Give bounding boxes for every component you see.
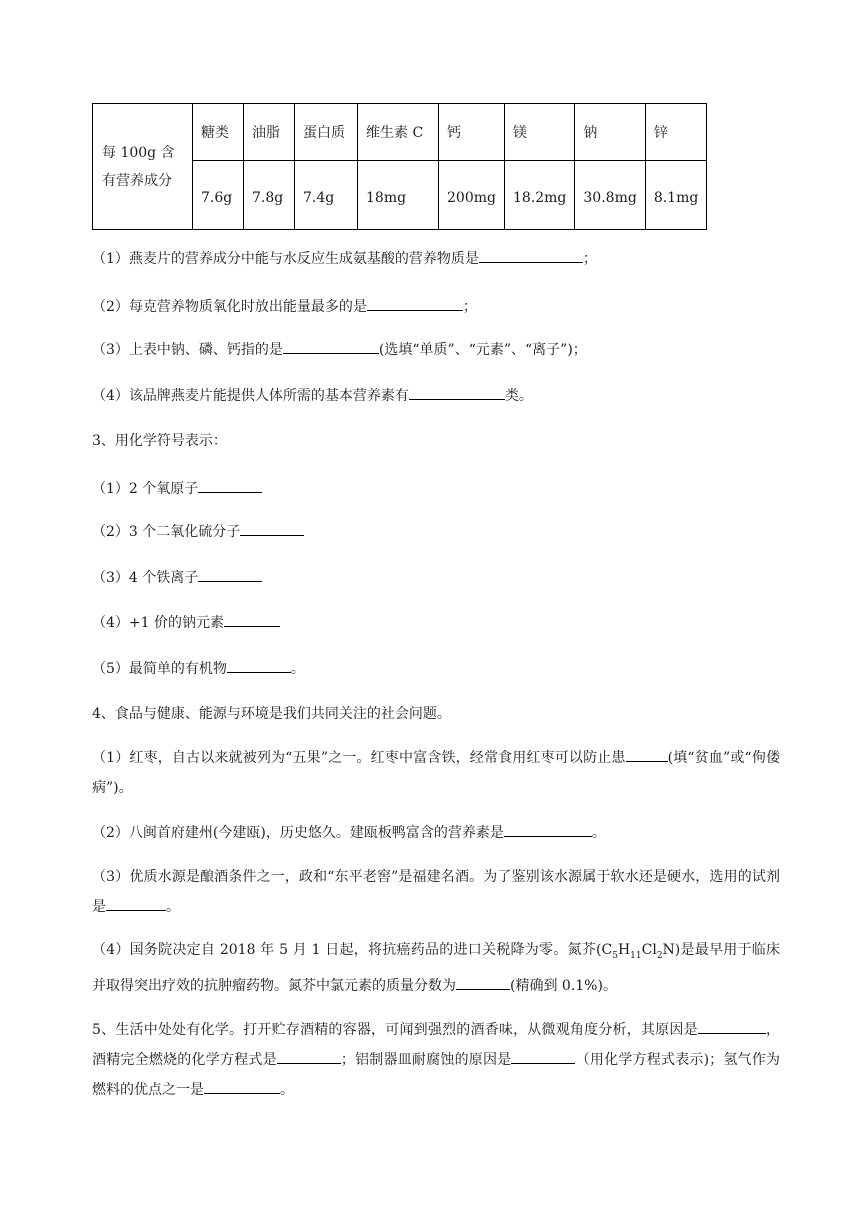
table-header-cell: 钙	[439, 104, 505, 161]
q3-item-3-text: （3）4 个铁离子	[92, 570, 199, 586]
answer-blank[interactable]	[409, 385, 505, 400]
table-header-cell: 蛋白质	[295, 104, 358, 161]
chemical-formula	[601, 942, 675, 961]
answer-blank[interactable]	[198, 567, 262, 582]
q4-part-2	[92, 822, 606, 843]
q4-part-3	[92, 862, 780, 922]
q2-sub-3-end: (选填“单质”、“元素”、“离子”)；	[378, 342, 587, 358]
answer-blank[interactable]	[204, 1079, 280, 1094]
answer-blank[interactable]	[227, 658, 291, 673]
table-value-cell: 18.2mg	[504, 161, 574, 230]
q4-part-2-end: 。	[591, 825, 606, 841]
q2-sub-1	[92, 248, 597, 269]
q4-part-3-text: （3）优质水源是酿酒条件之一，政和“东平老窖”是福建名酒。为了鉴别该水源属于软水还是硬水，选用的试剂是	[92, 869, 780, 915]
q4-part-4-end: (精确到 0.1%)。	[510, 977, 617, 994]
formula-subscript: 5	[612, 950, 618, 961]
q3-item-1	[92, 478, 262, 499]
nutrition-table	[92, 103, 707, 230]
q2-sub-4-end: 类。	[504, 388, 533, 404]
answer-blank[interactable]	[511, 1049, 575, 1064]
q2-sub-4	[92, 385, 533, 406]
row-header-line-1: 每 100g 含	[102, 144, 175, 161]
table-value-cell: 8.1mg	[645, 161, 707, 230]
q3-item-4	[92, 612, 280, 633]
q3-item-5-text: （5）最简单的有机物	[92, 661, 227, 677]
q4-part-4-text: （4）国务院决定自 2018 年 5 月 1 日起，将抗癌药品的进口关税降为零。氮芥(	[92, 942, 602, 958]
table-header-cell: 镁	[504, 104, 574, 161]
formula-subscript: 2	[656, 950, 663, 961]
q5-text-3: ；铝制器皿耐腐蚀的原因是	[340, 1052, 512, 1068]
q3-item-2-text: （2）3 个二氧化硫分子	[92, 524, 241, 540]
table-value-cell: 7.6g	[193, 161, 244, 230]
table-header-cell: 维生素 C	[358, 104, 439, 161]
row-header-line-2: 有营养成分	[102, 172, 172, 189]
answer-blank[interactable]	[698, 1019, 766, 1034]
table-value-cell: 30.8mg	[575, 161, 645, 230]
q4-part-1-text: （1）红枣，自古以来就被列为“五果”之一。红枣中富含铁，经常食用红枣可以防止患	[92, 750, 626, 766]
q2-sub-2-text: （2）每克营养物质氧化时放出能量最多的是	[92, 299, 367, 315]
q5-end: 。	[280, 1082, 294, 1098]
q3-item-5	[92, 658, 305, 679]
formula-part: Cl	[641, 942, 657, 958]
q4-part-4	[92, 935, 780, 1001]
q4-part-1-end: (填“贫血”或“佝偻病”)。	[92, 750, 780, 796]
answer-blank[interactable]	[106, 896, 166, 911]
q3-item-2	[92, 521, 304, 542]
q4-part-3-end: 。	[166, 899, 180, 915]
q5	[92, 1015, 780, 1105]
q3-item-5-end: 。	[290, 661, 305, 677]
answer-blank[interactable]	[504, 822, 592, 837]
answer-blank[interactable]	[626, 747, 668, 762]
q3-item-3	[92, 567, 262, 588]
formula-part: N	[662, 942, 675, 958]
q2-sub-2-end: ；	[462, 299, 477, 315]
formula-part: C	[601, 942, 613, 958]
answer-blank[interactable]	[456, 975, 510, 990]
answer-blank[interactable]	[198, 478, 262, 493]
q4-title: 4、食品与健康、能源与环境是我们共同关注的社会问题。	[92, 706, 451, 722]
q5-text-4: （用化学方程式表示)；氢气作为燃料的优点之一是	[92, 1052, 780, 1098]
table-row-header	[93, 104, 193, 230]
q3-title: 3、用化学符号表示：	[92, 433, 227, 449]
q2-sub-1-text: （1）燕麦片的营养成分中能与水反应生成氨基酸的营养物质是	[92, 251, 479, 267]
table-value-cell: 200mg	[439, 161, 505, 230]
formula-part: H	[617, 942, 631, 958]
q2-sub-4-text: （4）该品牌燕麦片能提供人体所需的基本营养素有	[92, 388, 409, 404]
q2-sub-3	[92, 339, 587, 360]
table-value-cell: 7.4g	[295, 161, 358, 230]
table-header-row	[93, 104, 707, 161]
q3-item-4-text: （4）+1 价的钠元素	[92, 615, 224, 631]
table-value-cell: 18mg	[358, 161, 439, 230]
table-header-cell: 钠	[575, 104, 645, 161]
q5-text-2: ，酒精完全燃烧的化学方程式是	[92, 1022, 781, 1068]
answer-blank[interactable]	[277, 1049, 341, 1064]
q5-text-1: 5、生活中处处有化学。打开贮存酒精的容器，可闻到强烈的酒香味，从微观角度分析，其原因是	[92, 1022, 698, 1038]
q2-sub-1-end: ；	[582, 251, 597, 267]
answer-blank[interactable]	[240, 521, 304, 536]
answer-blank[interactable]	[283, 339, 379, 354]
q2-sub-2	[92, 296, 477, 317]
q4-part-2-text: （2）八闽首府建州(今建瓯)，历史悠久。建瓯板鸭富含的营养素是	[92, 825, 504, 841]
q2-sub-3-text: （3）上表中钠、磷、钙指的是	[92, 342, 283, 358]
table-header-cell: 糖类	[193, 104, 244, 161]
q3-item-1-text: （1）2 个氧原子	[92, 481, 199, 497]
q4-part-4-text-2: )是最早用于临床并取得突出疗效的抗肿瘤药物。氮芥中氯元素的质量分数为	[92, 942, 781, 994]
answer-blank[interactable]	[224, 612, 280, 627]
table-header-cell: 锌	[645, 104, 707, 161]
answer-blank[interactable]	[367, 296, 463, 311]
q4-part-1	[92, 743, 780, 803]
formula-subscript: 11	[630, 950, 642, 961]
table-value-cell: 7.8g	[244, 161, 295, 230]
answer-blank[interactable]	[479, 248, 583, 263]
table-header-cell: 油脂	[244, 104, 295, 161]
